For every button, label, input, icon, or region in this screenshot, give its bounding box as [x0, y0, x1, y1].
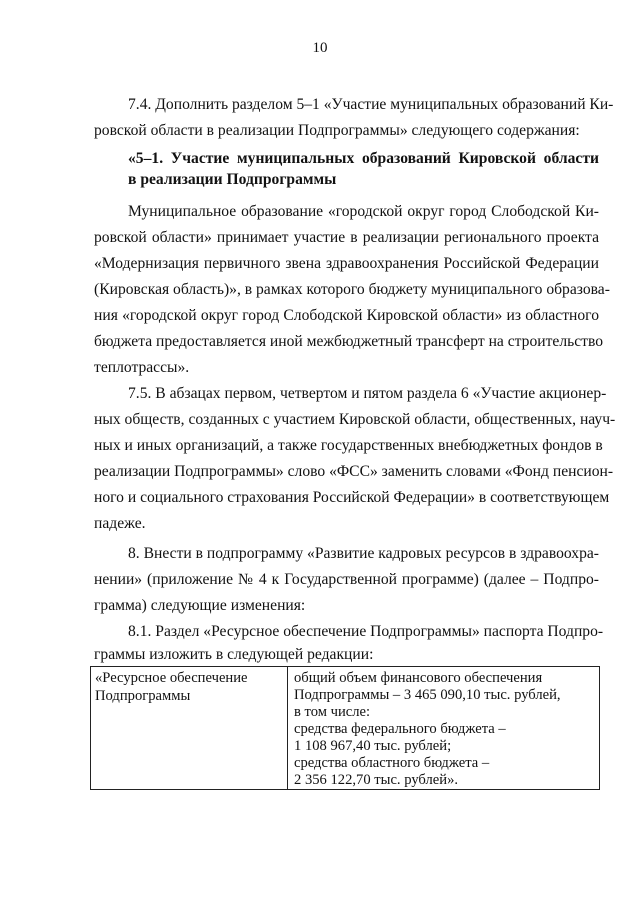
municipal-paragraph-line-3: «Модернизация первичного звена здравоохранения Российской Федерации [94, 255, 599, 272]
table-right-cell-line-7: 2 356 122,70 тыс. рублей». [294, 772, 459, 788]
page-number: 10 [312, 40, 328, 56]
p8-line-1: 8. Внести в подпрограмму «Развитие кадровых ресурсов в здравоохра- [128, 545, 599, 562]
p8-line-3: грамма) следующие изменения: [94, 597, 306, 614]
municipal-paragraph-line-4: (Кировская область)», в рамках которого бюджету муниципального образова- [94, 281, 610, 298]
p7-5-line-5: ного и социального страхования Российской Федерации» в соответствующем [94, 489, 610, 506]
p7-4-line-2: ровской области в реализации Подпрограммы» следующего содержания: [94, 122, 580, 139]
table-left-cell-line-2: Подпрограммы [95, 688, 191, 704]
p7-5-line-6: падеже. [94, 515, 146, 532]
table-right-cell-line-3: в том числе: [294, 704, 371, 720]
municipal-paragraph-line-1: Муниципальное образование «городской округ город Слободской Ки- [128, 203, 599, 220]
p8-1-line-1: 8.1. Раздел «Ресурсное обеспечение Подпрограммы» паспорта Подпро- [128, 623, 604, 640]
p7-5-line-2: ных обществ, созданных с участием Кировской области, общественных, науч- [94, 411, 616, 428]
p8-1-line-2: граммы изложить в следующей редакции: [94, 646, 374, 663]
table-right-cell-line-1: общий объем финансового обеспечения [294, 670, 543, 686]
municipal-paragraph-line-5: ния «городской округ город Слободской Кировской области» из областного [94, 307, 599, 324]
p7-5-line-4: реализации Подпрограммы» слово «ФСС» заменить словами «Фонд пенсион- [94, 463, 614, 480]
table-right-cell-line-4: средства федерального бюджета – [294, 721, 506, 737]
municipal-paragraph-line-2: ровской области» принимает участие в реализации регионального проекта [94, 229, 599, 246]
table-column-divider [287, 667, 288, 789]
p7-5-line-3: ных и иных организаций, а также государственных внебюджетных фондов в [94, 437, 603, 454]
section-5-1-heading-line-1: «5–1. Участие муниципальных образований Кировской области [128, 150, 599, 167]
table-right-cell-line-2: Подпрограммы – 3 465 090,10 тыс. рублей, [294, 687, 561, 703]
table-right-cell-line-5: 1 108 967,40 тыс. рублей; [294, 738, 452, 754]
table-left-cell-line-1: «Ресурсное обеспечение [95, 670, 248, 686]
resource-table [90, 666, 600, 790]
section-5-1-heading-line-2: в реализации Подпрограммы [128, 171, 337, 188]
table-right-cell-line-6: средства областного бюджета – [294, 755, 490, 771]
p8-line-2: нении» (приложение № 4 к Государственной программе) (далее – Подпро- [94, 571, 599, 588]
municipal-paragraph-line-7: теплотрассы». [94, 359, 190, 376]
p7-4-line-1: 7.4. Дополнить разделом 5–1 «Участие муниципальных образований Ки- [128, 96, 614, 113]
municipal-paragraph-line-6: бюджета предоставляется иной межбюджетный трансферт на строительство [94, 333, 604, 350]
p7-5-line-1: 7.5. В абзацах первом, четвертом и пятом раздела 6 «Участие акционер- [128, 385, 607, 402]
